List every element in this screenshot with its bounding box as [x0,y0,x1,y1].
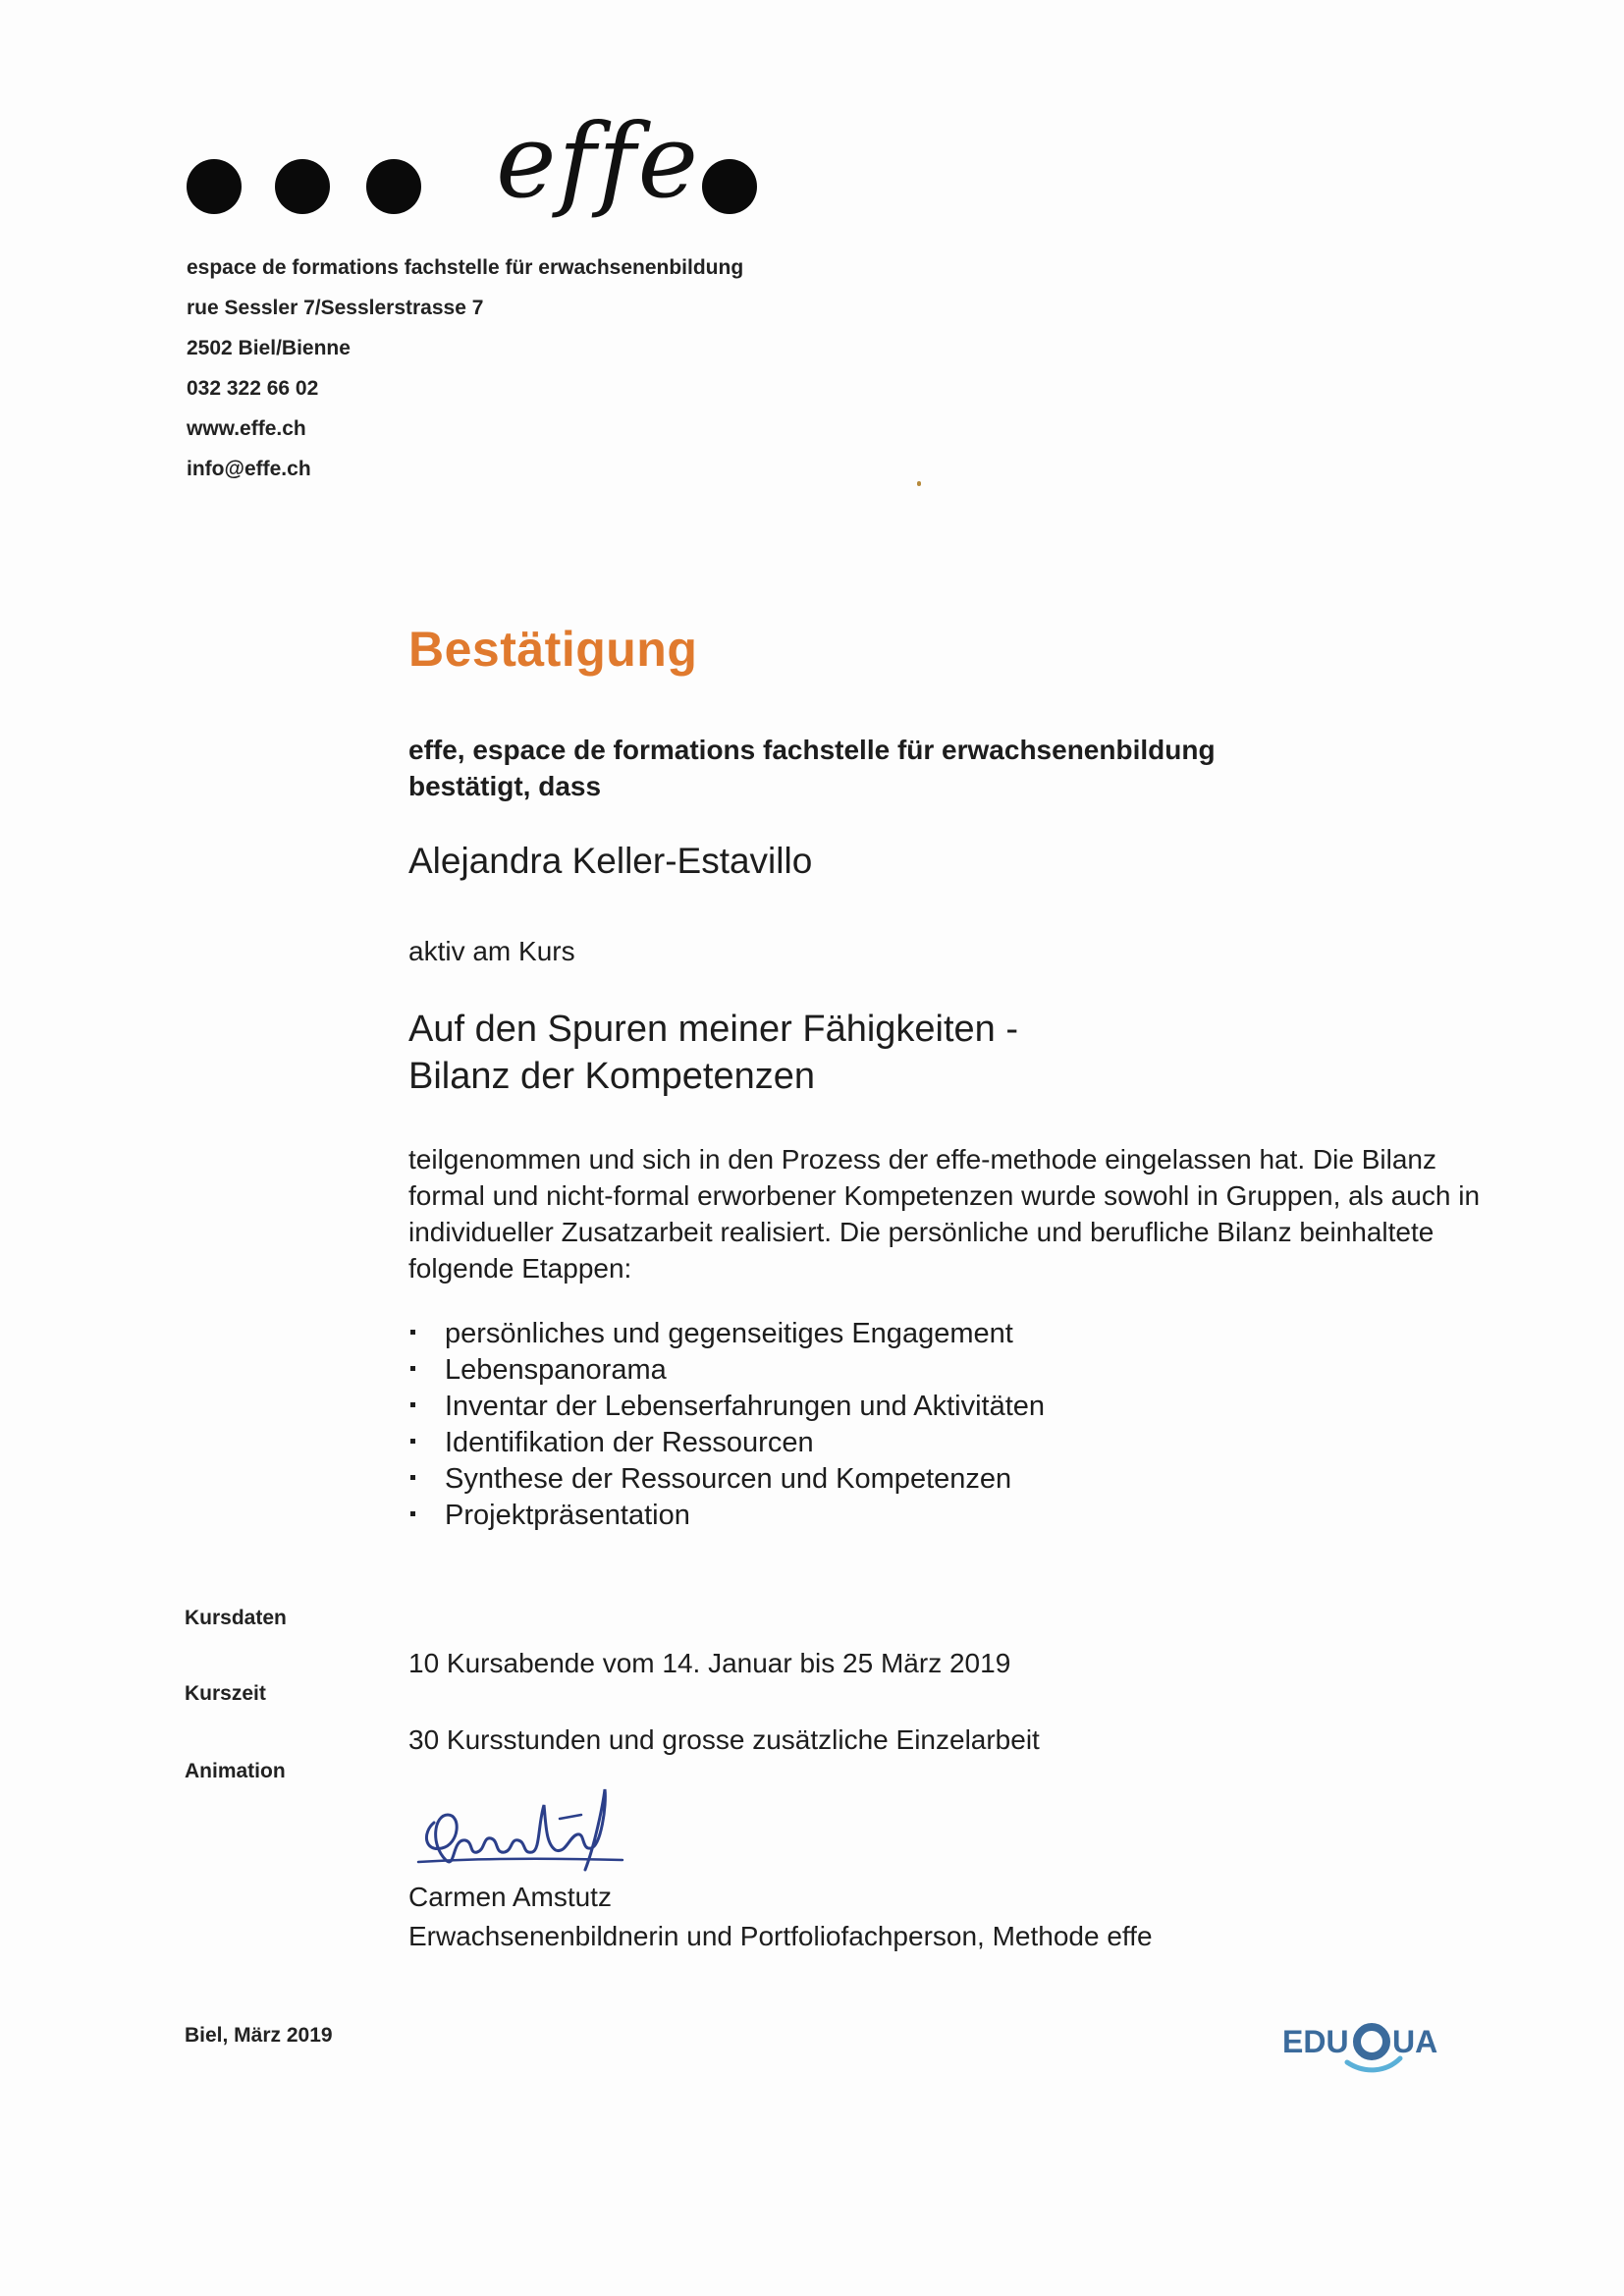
course-title-line: Auf den Spuren meiner Fähigkeiten - [408,1009,1019,1050]
bullet-icon [410,1330,415,1335]
logo-dot [702,159,757,214]
confirmation-line: bestätigt, dass [408,771,602,801]
step-label: Projektpräsentation [445,1500,690,1531]
address-city: 2502 Biel/Bienne [187,337,351,359]
label-kursdaten: Kursdaten [185,1607,287,1629]
step-label: Lebenspanorama [445,1354,667,1386]
address-org: espace de formations fachstelle für erwachsenenbildung [187,256,744,279]
list-item [408,1461,1045,1498]
handwritten-signature [412,1776,628,1884]
description-paragraph [408,1141,1528,1286]
address-email: info@effe.ch [187,458,311,480]
step-label: Identifikation der Ressourcen [445,1427,814,1458]
effe-logo [187,101,776,236]
logo-wordmark: effe [496,101,701,221]
course-title-line: Bilanz der Kompetenzen [408,1056,816,1097]
paragraph-line: folgende Etappen: [408,1253,632,1284]
step-label: Inventar der Lebenserfahrungen und Aktivitäten [445,1391,1046,1422]
eduqua-logo [1276,2013,1453,2082]
bullet-icon [410,1439,415,1444]
course-hours: 30 Kursstunden und grosse zusätzliche Einzelarbeit [408,1724,1040,1755]
steps-list [408,1316,1045,1534]
paragraph-line: teilgenommen und sich in den Prozess der effe-methode eingelassen hat. Die Bilanz [408,1144,1436,1175]
confirmation-line: effe, espace de formations fachstelle für erwachsenenbildung [408,735,1216,765]
course-title [408,1006,1018,1100]
list-item [408,1498,1045,1534]
label-animation: Animation [185,1760,286,1782]
list-item [408,1316,1045,1352]
list-item [408,1425,1045,1461]
address-phone: 032 322 66 02 [187,377,319,400]
course-dates: 10 Kursabende vom 14. Januar bis 25 März 2019 [408,1648,1011,1678]
logo-dot [366,159,421,214]
signer-name: Carmen Amstutz [408,1882,612,1912]
bullet-icon [410,1402,415,1407]
eduqua-text-right: UA [1392,2024,1438,2059]
logo-dot [275,159,330,214]
active-text: aktiv am Kurs [408,936,575,966]
participant-name: Alejandra Keller-Estavillo [408,841,813,881]
paragraph-line: formal und nicht-formal erworbener Kompetenzen wurde sowohl in Gruppen, als auch in [408,1180,1481,1211]
bullet-icon [410,1366,415,1371]
label-kurszeit: Kurszeit [185,1682,266,1705]
address-website: www.effe.ch [187,417,306,440]
step-label: Synthese der Ressourcen und Kompetenzen [445,1463,1012,1495]
place-date: Biel, März 2019 [185,2024,333,2047]
logo-dot [187,159,242,214]
eduqua-text-left: EDU [1282,2024,1349,2059]
step-label: persönliches und gegenseitiges Engagement [445,1318,1013,1349]
address-street: rue Sessler 7/Sesslerstrasse 7 [187,297,484,319]
list-item [408,1352,1045,1389]
paragraph-line: individueller Zusatzarbeit realisiert. Die persönliche und berufliche Bilanz beinhaltete [408,1217,1435,1247]
document-title: Bestätigung [408,622,698,677]
address-block [187,253,743,495]
list-item [408,1389,1045,1425]
eduqua-q-icon [1357,2027,1386,2056]
scan-speck [917,481,921,486]
signer-role: Erwachsenenbildnerin und Portfoliofachperson, Methode effe [408,1921,1153,1951]
bullet-icon [410,1511,415,1516]
confirmation-statement [408,732,1216,804]
bullet-icon [410,1475,415,1480]
